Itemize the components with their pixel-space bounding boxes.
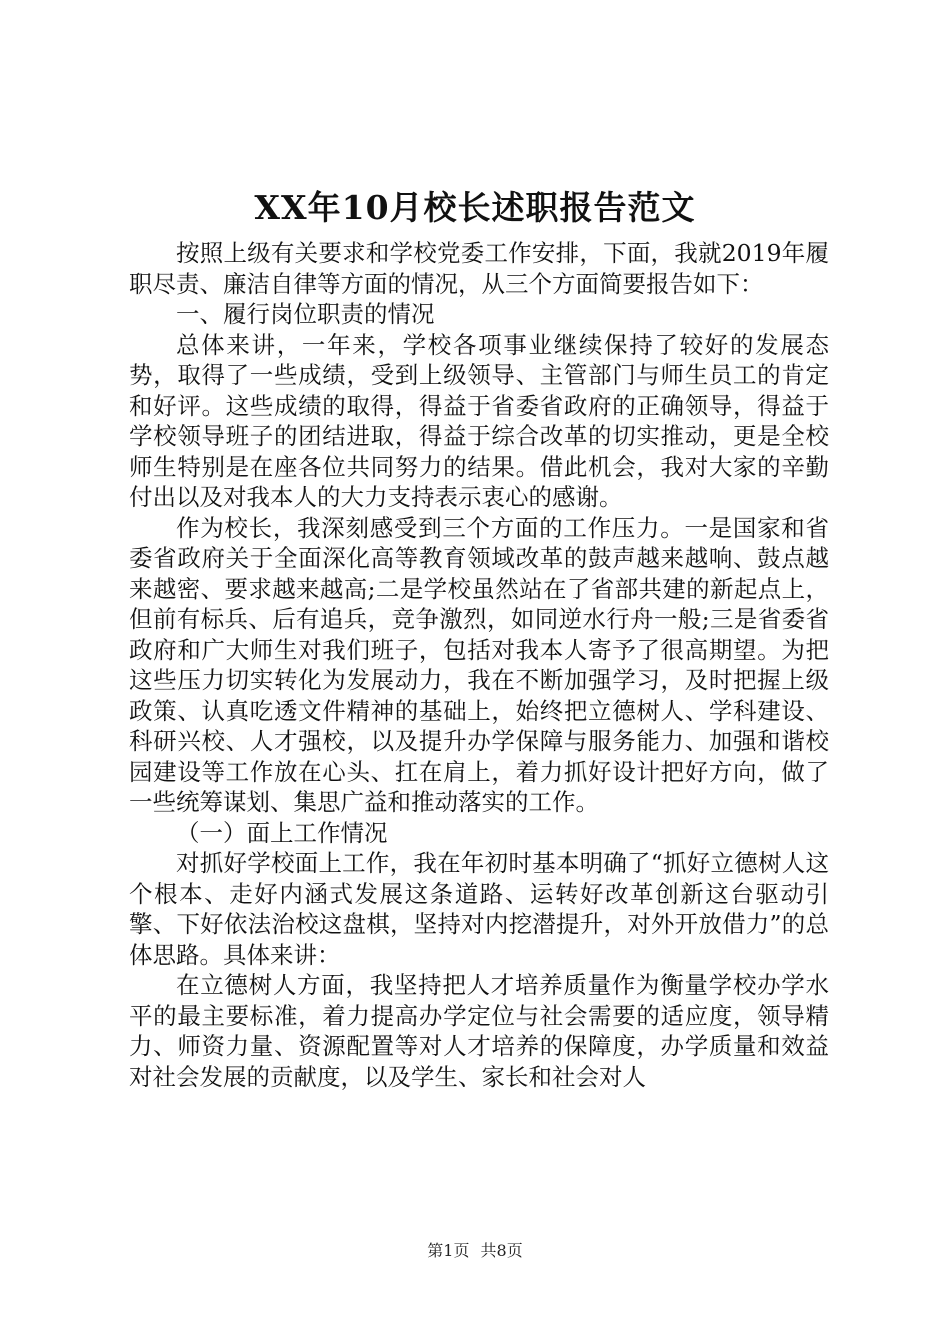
section-heading-1: 一、履行岗位职责的情况 [176,300,435,328]
page-number: 第1页 [427,1241,470,1260]
page-total: 共8页 [480,1241,523,1260]
paragraph-moral-education: 在立德树人方面，我坚持把人才培养质量作为衡量学校办学水平的最主要标准，着力提高办学定位与社会需要的适应度，领导精力、师资力量、资源配置等对人才培养的保障度，办学质量和效益对社会发展的贡献度，以及学生、家长和社会对人 [129,971,829,1091]
subsection-heading-1: （一）面上工作情况 [176,818,388,847]
page-footer [0,1240,950,1262]
paragraph-approach: 对抓好学校面上工作，我在年初时基本明确了“抓好立德树人这个根本、走好内涵式发展这条道路、运转好改革创新这台驱动引擎、下好依法治校这盘棋，坚持对内挖潜提升，对外开放借力”的总体思路。具体来讲： [129,849,829,969]
paragraph-pressure: 作为校长，我深刻感受到三个方面的工作压力。一是国家和省委省政府关于全面深化高等教育领域改革的鼓声越来越响、鼓点越来越密、要求越来越高;二是学校虽然站在了省部共建的新起点上，但前有标兵、后有追兵，竞争激烈，如同逆水行舟一般;三是省委省政府和广大师生对我们班子，包括对我本人寄予了很高期望。为把这些压力切实转化为发展动力，我在不断加强学习，及时把握上级政策、认真吃透文件精神的基础上，始终把立德树人、学科建设、科研兴校、人才强校，以及提升办学保障与服务能力、加强和谐校园建设等工作放在心头、扛在肩上，着力抓好设计把好方向，做了一些统筹谋划、集思广益和推动落实的工作。 [129,513,829,816]
paragraph-overview: 总体来讲，一年来，学校各项事业继续保持了较好的发展态势，取得了一些成绩，受到上级领导、主管部门与师生员工的肯定和好评。这些成绩的取得，得益于省委省政府的正确领导，得益于学校领导班子的团结进取，得益于综合改革的切实推动，更是全校师生特别是在座各位共同努力的结果。借此机会，我对大家的辛勤付出以及对我本人的大力支持表示衷心的感谢。 [129,330,829,511]
paragraph-intro: 按照上级有关要求和学校党委工作安排，下面，我就2019年履职尽责、廉洁自律等方面的情况，从三个方面简要报告如下： [129,239,829,298]
document-body [129,238,829,1092]
document-title: XX年10月校长述职报告范文 [254,188,696,227]
